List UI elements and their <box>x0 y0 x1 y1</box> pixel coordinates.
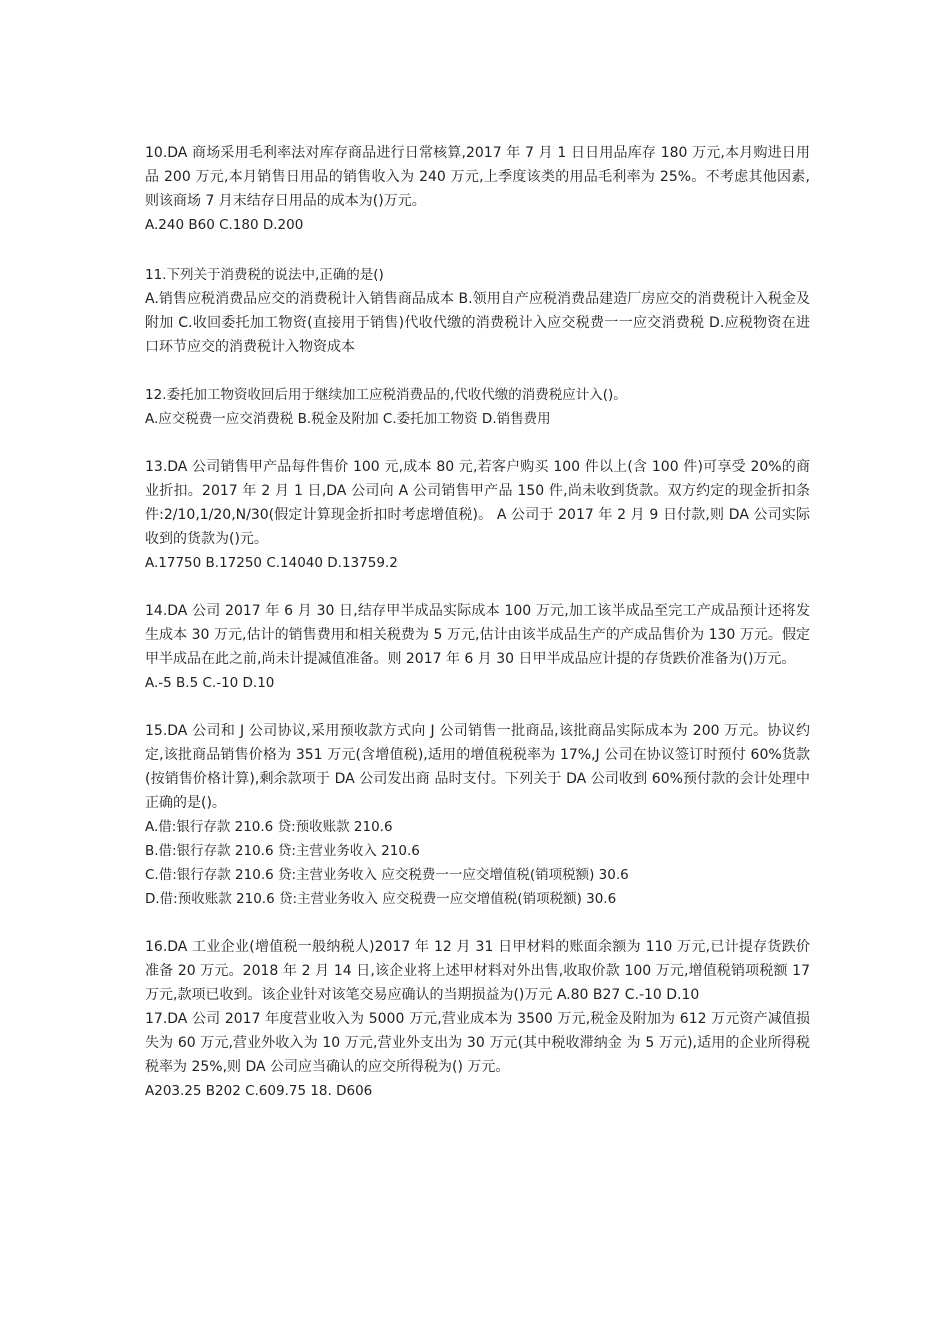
question-10-options: A.240 B60 C.180 D.200 <box>145 217 304 233</box>
question-16 <box>145 935 815 1007</box>
question-13-stem: 13.DA 公司销售甲产品每件售价 100 元,成本 80 元,若客户购买 100 件以上(含 100 件)可享受 20%的商业折扣。2017 年 2 月 1 日,DA 公司向 A 公司销售甲产品 150 件,尚未收到货款。双方约定的现金折扣条件:2/10,1/20,N/30(假定计算现金折扣时考虑增值税)。 A 公司于 2017 年 2 月 9 日付款,则 DA 公司实际收到的货款为()元。 <box>145 459 810 547</box>
question-13 <box>145 455 810 575</box>
question-16-stem: 16.DA 工业企业(增值税一般纳税人)2017 年 12 月 31 日甲材料的账面余额为 110 万元,已计提存货跌价准备 20 万元。2018 年 2 月 14 日,该企业将上述甲材料对外出售,收取价款 100 万元,增值税销项税额 17 万元,款项已收到。该企业针对该笔交易应确认的当期损益为()万元 A.80 B27 C.-10 D.10 <box>145 939 815 1003</box>
question-10 <box>145 141 810 237</box>
question-13-options: A.17750 B.17250 C.14040 D.13759.2 <box>145 555 398 571</box>
question-15-option-b: B.借:银行存款 210.6 贷:主营业务收入 210.6 <box>145 843 420 859</box>
document-page <box>145 141 815 1103</box>
question-12 <box>145 383 810 431</box>
question-10-stem: 10.DA 商场采用毛利率法对库存商品进行日常核算,2017 年 7 月 1 日日用品库存 180 万元,本月购进日用品 200 万元,本月销售日用品的销售收入为 240 万元,上季度该类的用品毛利率为 25%。不考虑其他因素,则该商场 7 月末结存日用品的成本为()万元。 <box>145 145 810 209</box>
question-15-option-d: D.借:预收账款 210.6 贷:主营业务收入 应交税费一应交增值税(销项税额) 30.6 <box>145 891 617 907</box>
question-14-stem: 14.DA 公司 2017 年 6 月 30 日,结存甲半成品实际成本 100 万元,加工该半成品至完工产成品预计还将发生成本 30 万元,估计的销售费用和相关税费为 5 万元,估计由该半成品生产的产成品售价为 130 万元。假定甲半成品在此之前,尚未计提减值准备。则 2017 年 6 月 30 日甲半成品应计提的存货跌价准备为()万元。 <box>145 603 810 667</box>
question-14-options: A.-5 B.5 C.-10 D.10 <box>145 675 275 691</box>
question-12-options: A.应交税费一应交消费税 B.税金及附加 C.委托加工物资 D.销售费用 <box>145 411 551 427</box>
question-14 <box>145 599 810 695</box>
question-15-stem: 15.DA 公司和 J 公司协议,采用预收款方式向 J 公司销售一批商品,该批商品实际成本为 200 万元。协议约定,该批商品销售价格为 351 万元(含增值税),适用的增值税税率为 17%,J 公司在协议签订时预付 60%货款(按销售价格计算),剩余款项于 DA 公司发出商 品时支付。下列关于 DA 公司收到 60%预付款的会计处理中正确的是()。 <box>145 723 810 811</box>
question-12-stem: 12.委托加工物资收回后用于继续加工应税消费品的,代收代缴的消费税应计入()。 <box>145 387 627 403</box>
question-15-option-a: A.借:银行存款 210.6 贷:预收账款 210.6 <box>145 819 393 835</box>
question-11-stem: 11.下列关于消费税的说法中,正确的是() <box>145 267 384 283</box>
question-17 <box>145 1007 810 1103</box>
question-15-option-c: C.借:银行存款 210.6 贷:主营业务收入 应交税费一一应交增值税(销项税额) 30.6 <box>145 867 629 883</box>
question-17-options: A203.25 B202 C.609.75 18. D606 <box>145 1083 373 1099</box>
question-11-options: A.销售应税消费品应交的消费税计入销售商品成本 B.领用自产应税消费品建造厂房应交的消费税计入税金及附加 C.收回委托加工物资(直接用于销售)代收代缴的消费税计入应交税费一一应交消费税 D.应税物资在进口环节应交的消费税计入物资成本 <box>145 291 810 355</box>
question-11 <box>145 263 810 359</box>
question-15 <box>145 719 810 911</box>
question-17-stem: 17.DA 公司 2017 年度营业收入为 5000 万元,营业成本为 3500 万元,税金及附加为 612 万元资产减值损失为 60 万元,营业外收入为 10 万元,营业外支出为 30 万元(其中税收滞纳金 为 5 万元),适用的企业所得税税率为 25%,则 DA 公司应当确认的应交所得税为() 万元。 <box>145 1011 810 1075</box>
